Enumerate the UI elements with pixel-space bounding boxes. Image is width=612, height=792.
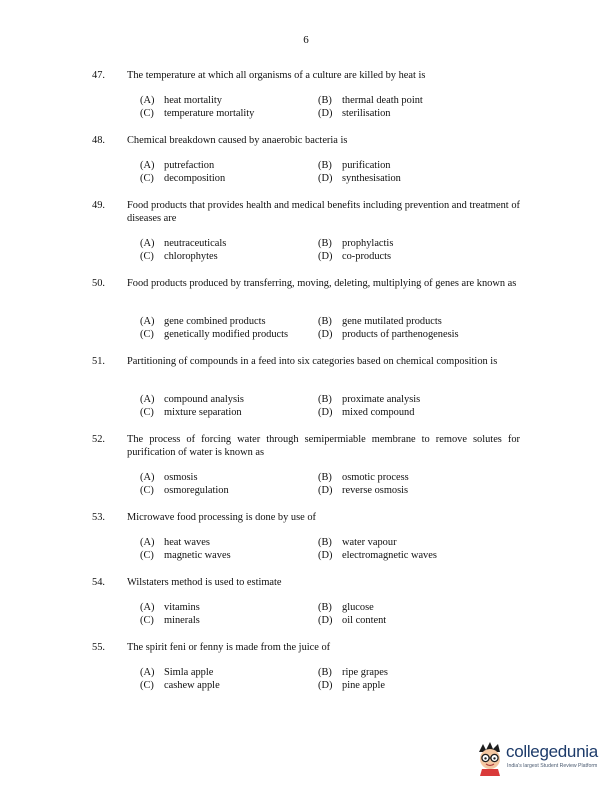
option-b[interactable]: (B) proximate analysis xyxy=(318,394,421,405)
option-a[interactable]: (A) neutraceuticals xyxy=(140,238,227,249)
page-number: 6 xyxy=(303,34,309,46)
option-a[interactable]: (A) osmosis xyxy=(140,472,198,483)
question-number: 53. xyxy=(92,512,105,523)
question-number: 55. xyxy=(92,642,105,653)
option-c[interactable]: (C) magnetic waves xyxy=(140,549,231,561)
question-text: Food products that provides health and medical benefits including prevention and treatment of diseases are xyxy=(127,200,520,224)
option-c[interactable]: (C) mixture separation xyxy=(140,406,242,418)
option-c[interactable]: (C) osmoregulation xyxy=(140,484,229,496)
collegedunia-logo xyxy=(474,740,604,776)
option-b[interactable]: (B) glucose xyxy=(318,602,374,613)
option-d[interactable]: (D) electromagnetic waves xyxy=(318,549,437,561)
option-c[interactable]: (C) temperature mortality xyxy=(140,107,255,119)
option-c[interactable]: (C) genetically modified products xyxy=(140,328,289,340)
option-a[interactable]: (A) vitamins xyxy=(140,602,200,613)
option-a[interactable]: (A) heat mortality xyxy=(140,95,222,106)
option-d[interactable]: (D) mixed compound xyxy=(318,406,415,418)
option-a[interactable]: (A) gene combined products xyxy=(140,316,266,327)
option-c[interactable]: (C) decomposition xyxy=(140,172,226,184)
question-number: 52. xyxy=(92,434,105,445)
option-b[interactable]: (B) water vapour xyxy=(318,537,397,548)
question-number: 50. xyxy=(92,278,105,289)
option-b[interactable]: (B) gene mutilated products xyxy=(318,316,442,327)
mascot-icon xyxy=(474,740,506,776)
option-d[interactable]: (D) co-products xyxy=(318,250,392,262)
option-d[interactable]: (D) oil content xyxy=(318,614,387,626)
option-a[interactable]: (A) Simla apple xyxy=(140,667,214,678)
brand-tagline: India's largest Student Review Platform xyxy=(507,763,598,769)
option-b[interactable]: (B) thermal death point xyxy=(318,95,423,106)
option-c[interactable]: (C) cashew apple xyxy=(140,679,220,691)
option-a[interactable]: (A) compound analysis xyxy=(140,394,244,405)
option-d[interactable]: (D) products of parthenogenesis xyxy=(318,328,459,340)
option-c[interactable]: (C) minerals xyxy=(140,614,200,626)
option-b[interactable]: (B) prophylactis xyxy=(318,238,394,249)
option-c[interactable]: (C) chlorophytes xyxy=(140,250,218,262)
question-text: The spirit feni or fenny is made from the juice of xyxy=(127,642,331,653)
option-b[interactable]: (B) osmotic process xyxy=(318,472,409,483)
option-d[interactable]: (D) synthesisation xyxy=(318,172,401,184)
question-text: Partitioning of compounds in a feed into six categories based on chemical composition is xyxy=(127,356,498,367)
option-d[interactable]: (D) pine apple xyxy=(318,679,385,691)
brand-name: collegedunia xyxy=(506,742,598,761)
question-text: Microwave food processing is done by use of xyxy=(127,512,317,523)
question-number: 51. xyxy=(92,356,105,367)
question-text: Wilstaters method is used to estimate xyxy=(127,577,282,588)
option-b[interactable]: (B) ripe grapes xyxy=(318,667,388,678)
question-text: The process of forcing water through semipermiable membrane to remove solutes for purification of water is known as xyxy=(127,434,520,458)
question-text: Chemical breakdown caused by anaerobic bacteria is xyxy=(127,135,348,146)
option-b[interactable]: (B) purification xyxy=(318,160,391,171)
question-text: The temperature at which all organisms of a culture are killed by heat is xyxy=(127,70,426,81)
option-d[interactable]: (D) sterilisation xyxy=(318,107,391,119)
question-number: 49. xyxy=(92,200,105,211)
option-a[interactable]: (A) putrefaction xyxy=(140,160,215,171)
option-a[interactable]: (A) heat waves xyxy=(140,537,210,548)
question-number: 54. xyxy=(92,577,105,588)
question-text: Food products produced by transferring, moving, deleting, multiplying of genes are known as xyxy=(127,278,517,289)
question-number: 48. xyxy=(92,135,105,146)
question-number: 47. xyxy=(92,70,105,81)
option-d[interactable]: (D) reverse osmosis xyxy=(318,484,409,496)
